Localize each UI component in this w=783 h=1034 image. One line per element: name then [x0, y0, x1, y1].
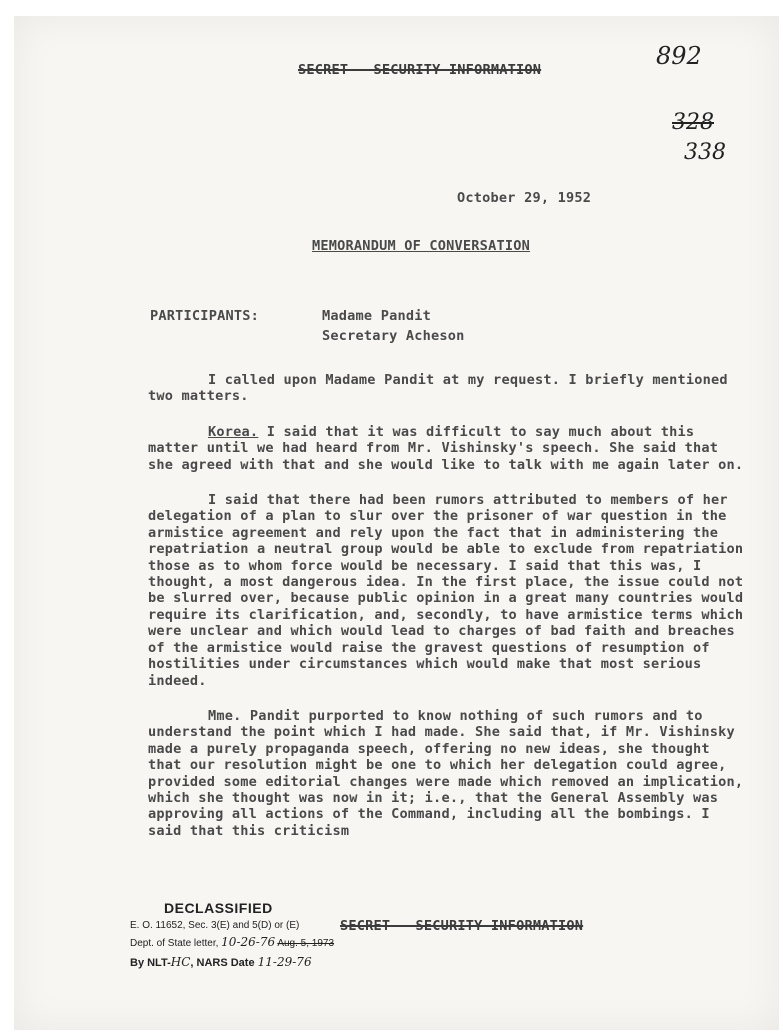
body-paragraph: I said that there had been rumors attributed to members of her delegation of a plan to slur over the prisoner of war question in the armistice agreement and rely upon the fact that in administering the repatriation a neutral group would be able to exclude from repatriation those as to whom force would be necessary. I said that this was, I thought, a most dangerous idea. In the first place, the issue could not be slurred over, because public opinion in a great many countries would require its clarification, and, secondly, to have armistice terms which were unclear and which would lead to charges of bad faith and breaches of the armistice would raise the gravest questions of resumption of hostilities under circumstances which would make that most serious indeed.	[148, 492, 744, 689]
nars-date: 11-29-76	[257, 955, 312, 969]
dept-date-handwritten: 10-26-76	[221, 935, 276, 949]
memo-body	[148, 372, 748, 858]
nlt-initials: HC	[170, 955, 191, 969]
dept-letter-line: Dept. of State letter, 10-26-76 Aug. 5, 1973	[130, 935, 335, 949]
dept-date-struck: Aug. 5, 1973	[277, 938, 335, 949]
body-paragraph: Mme. Pandit purported to know nothing of such rumors and to understand the point which I had made. She said that, if Mr. Vishinsky made a purely propaganda speech, offering no new ideas, she thought that our resolution might be one to which her delegation could agree, provided some editorial changes were made which removed an implication, which she thought was now in it; i.e., that the General Assembly was approving all actions of the Command, including all the bombings. I said that this criticism	[148, 707, 744, 839]
body-paragraph-text: I said that it was difficult to say much about this matter until we had heard from Mr. Vishinsky's speech. She said that she agreed with that and she would like to talk with me again later on.	[148, 423, 744, 473]
participant-name: Madame Pandit	[322, 308, 431, 324]
participants-label: PARTICIPANTS:	[150, 308, 259, 324]
declassified-heading: DECLASSIFIED	[164, 900, 273, 916]
participants-block	[150, 306, 465, 344]
eo-line: E. O. 11652, Sec. 3(E) and 5(D) or (E)	[130, 920, 300, 931]
declassification-stamp	[130, 900, 334, 969]
memo-date: October 29, 1952	[457, 190, 592, 206]
page-number-struck: 328	[672, 110, 714, 135]
body-paragraph: I called upon Madame Pandit at my request. I briefly mentioned two matters.	[148, 372, 728, 405]
classification-bottom: SECRET - SECURITY INFORMATION	[340, 918, 584, 934]
page-number-handwritten: 338	[684, 140, 726, 165]
body-paragraph-korea	[148, 424, 748, 473]
participants-names	[322, 306, 465, 346]
classification-top: SECRET - SECURITY INFORMATION	[298, 62, 542, 78]
participant-name: Secretary Acheson	[322, 328, 465, 344]
memo-title: MEMORANDUM OF CONVERSATION	[312, 238, 530, 254]
korea-heading: Korea.	[208, 423, 259, 440]
file-number-handwritten: 892	[656, 42, 702, 70]
nars-line: By NLT-HC, NARS Date 11-29-76	[130, 955, 312, 969]
